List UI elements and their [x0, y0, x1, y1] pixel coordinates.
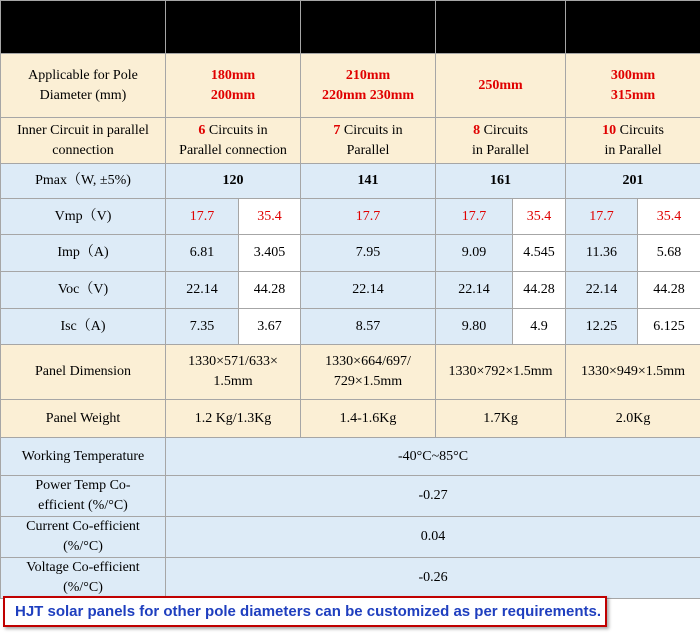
isc-value: 3.67 [239, 309, 301, 345]
voc-value: 22.14 [166, 272, 239, 309]
imp-value: 9.09 [436, 235, 513, 272]
voc-value: 44.28 [513, 272, 566, 309]
isc-value: 6.125 [638, 309, 700, 345]
circuit-201: 10 Circuits in Parallel [566, 118, 700, 164]
voc-value: 44.28 [638, 272, 700, 309]
isc-value: 9.80 [436, 309, 513, 345]
imp-row [1, 235, 700, 272]
dimension-201: 1330×949×1.5mm [566, 345, 700, 400]
dimension-161: 1330×792×1.5mm [436, 345, 566, 400]
vmp-value: 35.4 [513, 199, 566, 235]
vmp-value: 17.7 [566, 199, 638, 235]
circuit-label: Inner Circuit in parallel connection [1, 118, 166, 164]
voc-value: 22.14 [301, 272, 436, 309]
vmp-value: 17.7 [436, 199, 513, 235]
voc-row [1, 272, 700, 309]
voltage-coef-label: Voltage Co-efficient (%/°C) [1, 558, 166, 599]
dimension-141: 1330×664/697/ 729×1.5mm [301, 345, 436, 400]
vmp-value: 17.7 [301, 199, 436, 235]
weight-row [1, 400, 700, 438]
pole-label: Applicable for Pole Diameter (mm) [1, 54, 166, 118]
isc-row [1, 309, 700, 345]
pmax-141: 141 [301, 164, 436, 199]
model-201: GH-Flex-SHJ-201 [566, 1, 700, 54]
pmax-201: 201 [566, 164, 700, 199]
circuit-161: 8 Circuits in Parallel [436, 118, 566, 164]
imp-value: 3.405 [239, 235, 301, 272]
temperature-label: Working Temperature [1, 438, 166, 476]
dimension-label: Panel Dimension [1, 345, 166, 400]
pmax-label: Pmax（W, ±5%) [1, 164, 166, 199]
temperature-row [1, 438, 700, 476]
vmp-value: 35.4 [638, 199, 700, 235]
voltage-coef-row [1, 558, 700, 599]
imp-value: 7.95 [301, 235, 436, 272]
isc-value: 7.35 [166, 309, 239, 345]
voc-label: Voc（V) [1, 272, 166, 309]
model-161: GH-Flex-SHJ-161 [436, 1, 566, 54]
isc-value: 12.25 [566, 309, 638, 345]
imp-value: 4.545 [513, 235, 566, 272]
voc-value: 44.28 [239, 272, 301, 309]
isc-value: 4.9 [513, 309, 566, 345]
current-coef-value: 0.04 [166, 517, 700, 558]
model-141: GH-Flex-SHJ-141 [301, 1, 436, 54]
temperature-value: -40°C~85°C [166, 438, 700, 476]
vmp-value: 17.7 [166, 199, 239, 235]
pmax-161: 161 [436, 164, 566, 199]
power-temp-label: Power Temp Co- efficient (%/°C) [1, 476, 166, 517]
voc-value: 22.14 [436, 272, 513, 309]
circuit-141: 7 Circuits in Parallel [301, 118, 436, 164]
pmax-row [1, 164, 700, 199]
pmax-120: 120 [166, 164, 301, 199]
current-coef-row [1, 517, 700, 558]
pole-141: 210mm 220mm 230mm [301, 54, 436, 118]
voc-value: 22.14 [566, 272, 638, 309]
weight-161: 1.7Kg [436, 400, 566, 438]
power-temp-row [1, 476, 700, 517]
dimension-row [1, 345, 700, 400]
weight-141: 1.4-1.6Kg [301, 400, 436, 438]
isc-value: 8.57 [301, 309, 436, 345]
imp-value: 5.68 [638, 235, 700, 272]
model-120: GH-Flex-SHJ-120 [166, 1, 301, 54]
weight-label: Panel Weight [1, 400, 166, 438]
imp-value: 6.81 [166, 235, 239, 272]
circuit-120: 6 Circuits in Parallel connection [166, 118, 301, 164]
dimension-120: 1330×571/633× 1.5mm [166, 345, 301, 400]
vmp-value: 35.4 [239, 199, 301, 235]
pole-161: 250mm [436, 54, 566, 118]
pole-row [1, 54, 700, 118]
weight-120: 1.2 Kg/1.3Kg [166, 400, 301, 438]
voltage-coef-value: -0.26 [166, 558, 700, 599]
vmp-row [1, 199, 700, 235]
customization-note: HJT solar panels for other pole diameters can be customized as per requirements. [3, 596, 607, 627]
weight-201: 2.0Kg [566, 400, 700, 438]
imp-value: 11.36 [566, 235, 638, 272]
pole-120: 180mm 200mm [166, 54, 301, 118]
pole-201: 300mm 315mm [566, 54, 700, 118]
header-row [1, 1, 700, 54]
imp-label: Imp（A) [1, 235, 166, 272]
isc-label: Isc（A) [1, 309, 166, 345]
vmp-label: Vmp（V) [1, 199, 166, 235]
model-label: Model No. [1, 1, 166, 54]
power-temp-value: -0.27 [166, 476, 700, 517]
circuit-row [1, 118, 700, 164]
current-coef-label: Current Co-efficient (%/°C) [1, 517, 166, 558]
